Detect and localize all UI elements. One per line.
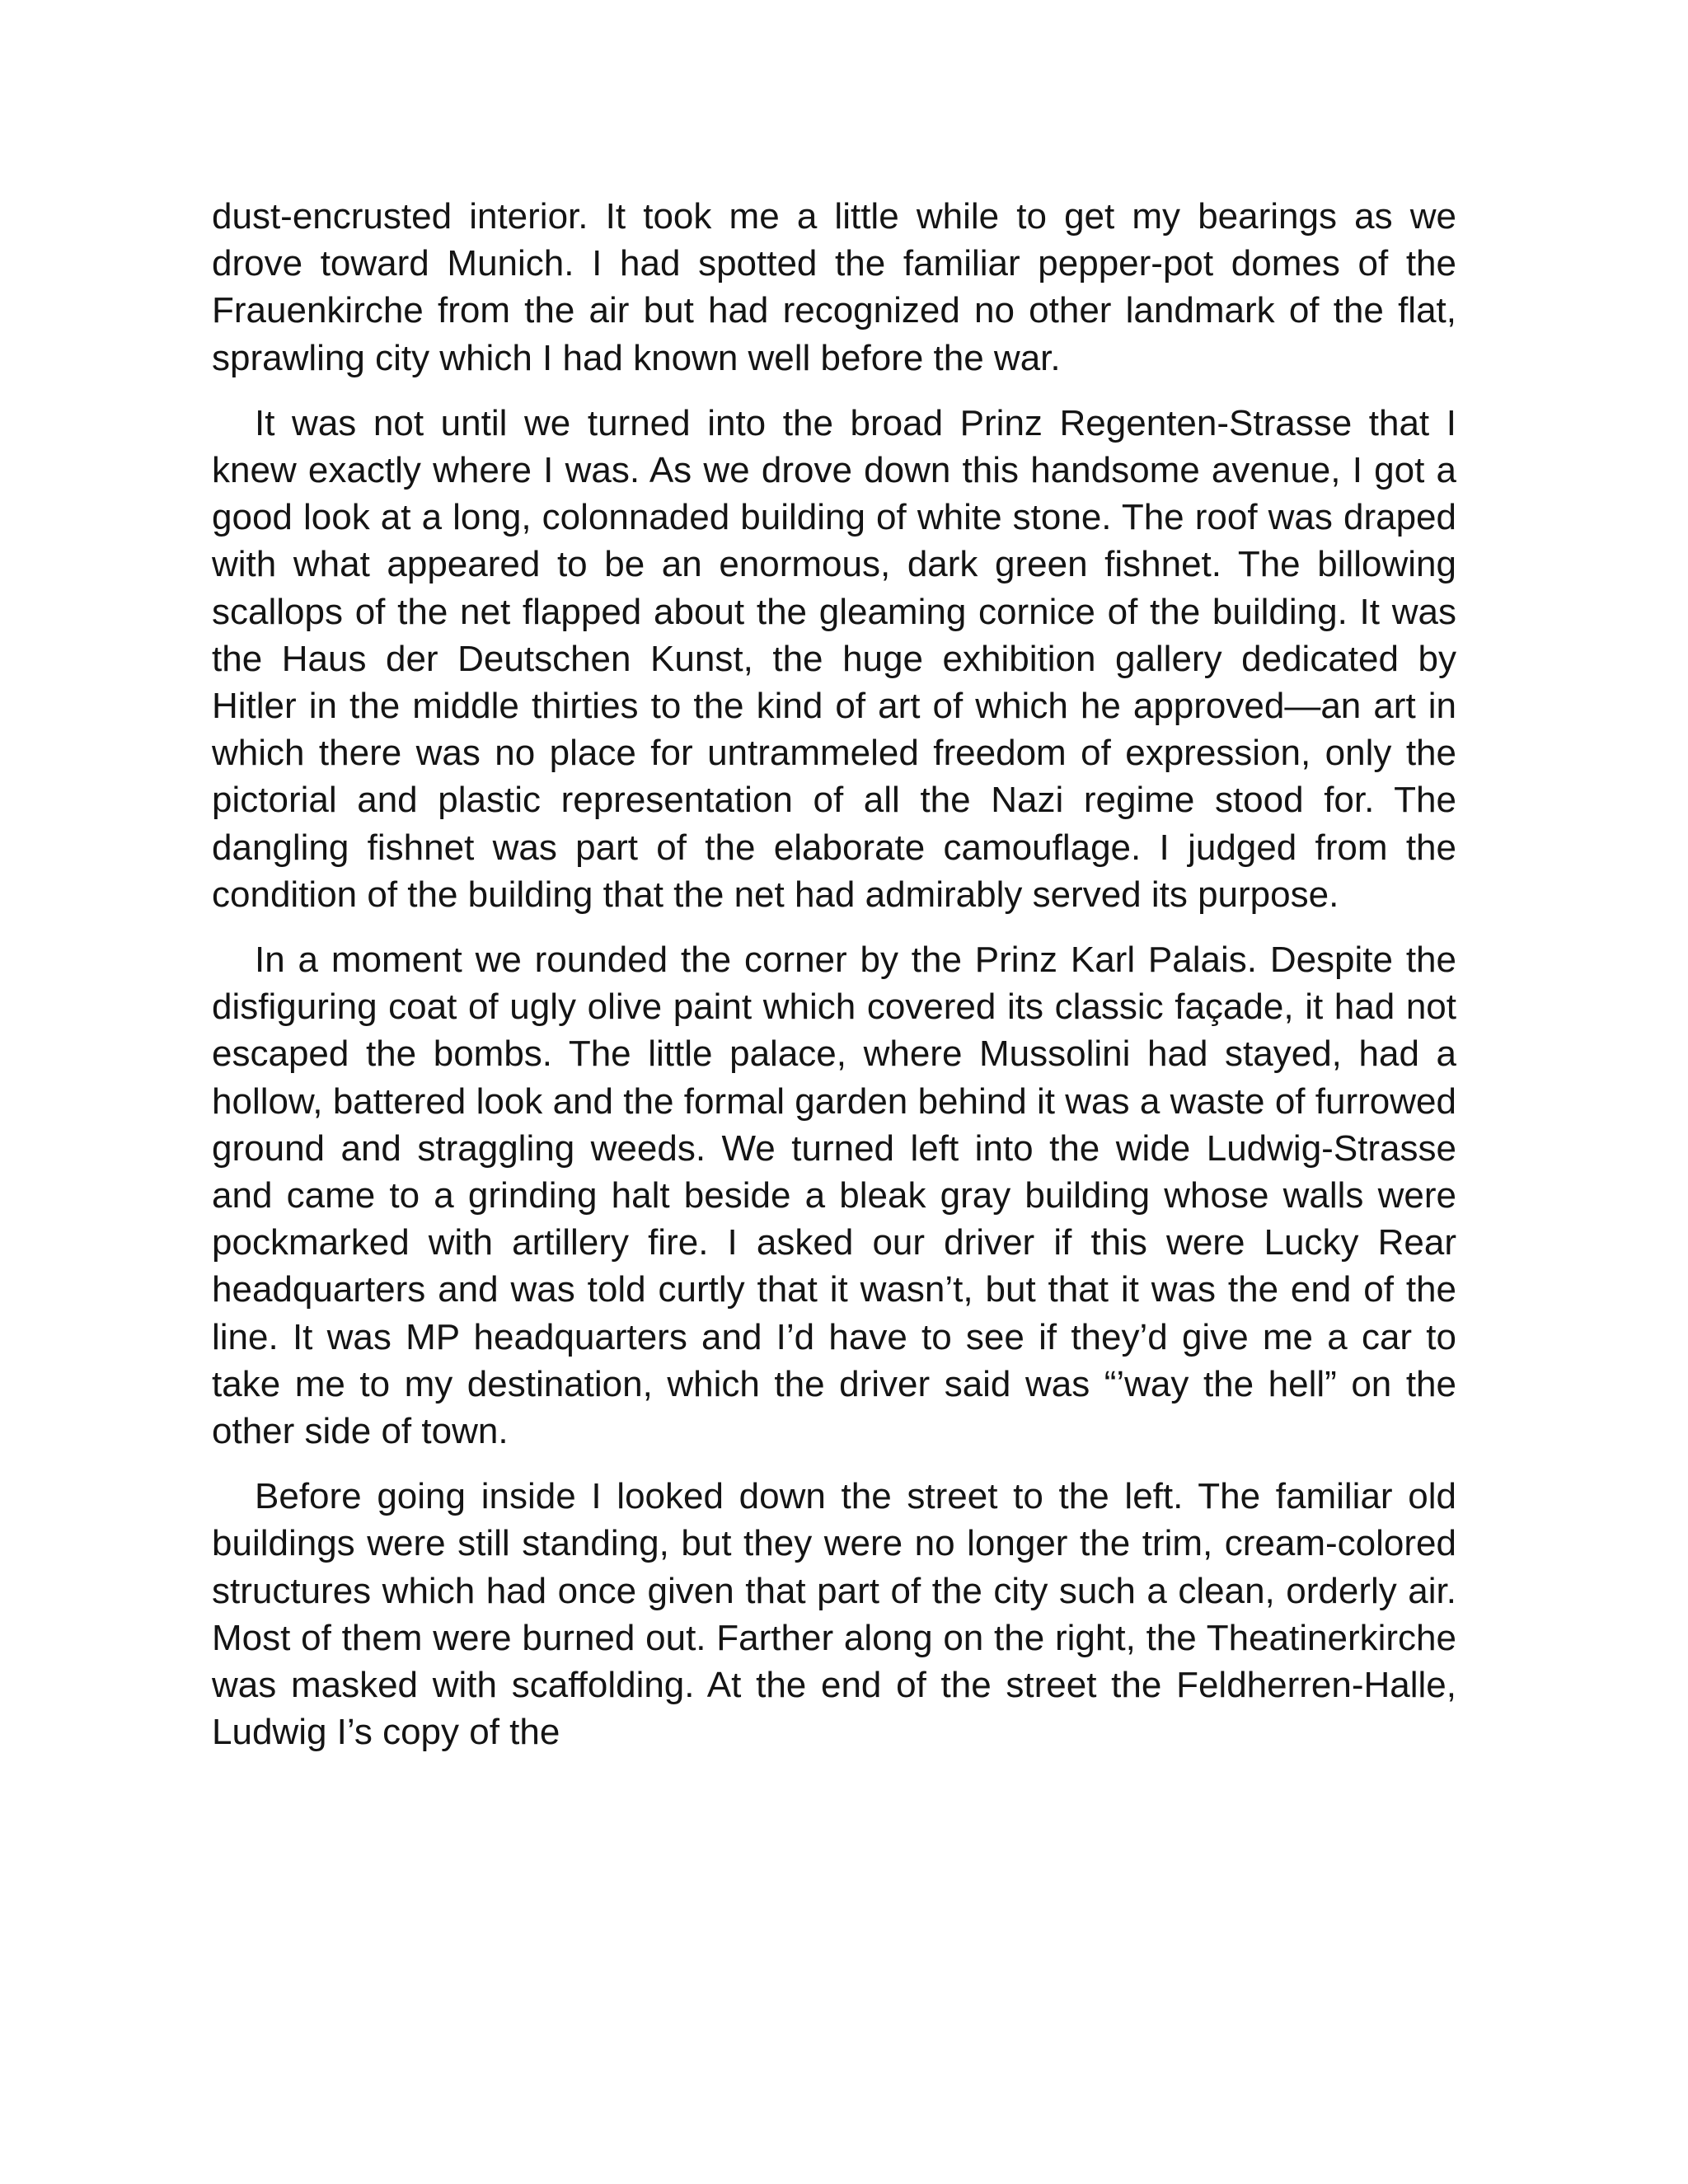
paragraph-1: dust-encrusted interior. It took me a little while to get my bearings as we drove toward Munich. I had spotted the familiar pepper-pot domes of the Frauenkirche from the air but had recognized no other landmark of the flat, sprawling city which I had known well before the war. — [212, 196, 1456, 378]
paragraph-3: In a moment we rounded the corner by the Prinz Karl Palais. Despite the disfiguring coat of ugly olive paint which covered its classic façade, it had not escaped the bombs. The little palace, where Mussolini had stayed, had a hollow, battered look and the formal garden behind it was a waste of furrowed ground and straggling weeds. We turned left into the wide Ludwig-Strasse and came to a grinding halt beside a bleak gray building whose walls were pockmarked with artillery fire. I asked our driver if this were Lucky Rear headquarters and was told curtly that it wasn’t, but that it was the end of the line. It was MP headquarters and I’d have to see if they’d give me a car to take me to my destination, which the driver said was “’way the hell” on the other side of town. — [212, 940, 1456, 1452]
page-text — [212, 193, 1456, 1774]
paragraph-2: It was not until we turned into the broad Prinz Regenten-Strasse that I knew exactly where I was. As we drove down this handsome avenue, I got a good look at a long, colonnaded building of white stone. The roof was draped with what appeared to be an enormous, dark green fishnet. The billowing scallops of the net flapped about the gleaming cornice of the building. It was the Haus der Deutschen Kunst, the huge exhibition gallery dedicated by Hitler in the middle thirties to the kind of art of which he approved—an art in which there was no place for untrammeled freedom of expression, only the pictorial and plastic representation of all the Nazi regime stood for. The dangling fishnet was part of the elaborate camouflage. I judged from the condition of the building that the net had admirably served its purpose. — [212, 402, 1456, 915]
paragraph-4: Before going inside I looked down the street to the left. The familiar old buildings were still standing, but they were no longer the trim, cream-colored structures which had once given that part of the city such a clean, orderly air. Most of them were burned out. Farther along on the right, the Theatinerkirche was masked with scaffolding. At the end of the street the Feldherren-Halle, Ludwig I’s copy of the — [212, 1476, 1456, 1753]
